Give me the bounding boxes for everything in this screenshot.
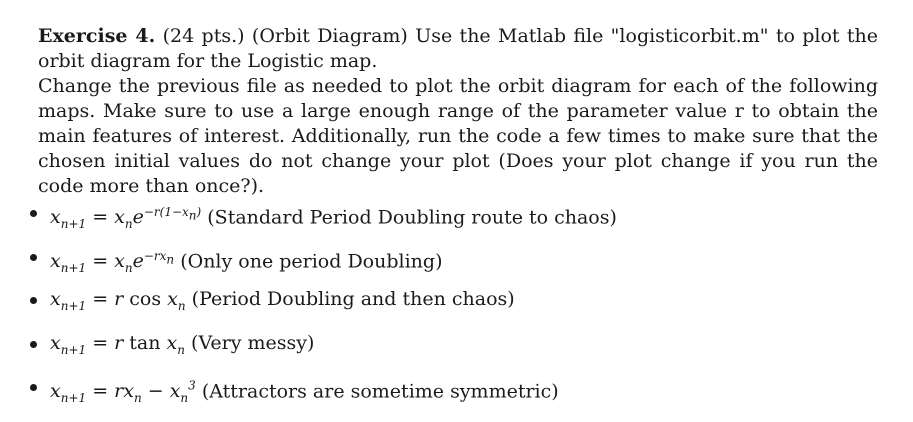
map-formula: $x_{n+1} = r$ $\cos x_n$ (50, 288, 186, 313)
map-description: (Attractors are sometime symmetric) (201, 380, 559, 403)
exercise-intro-paragraph (38, 24, 878, 74)
map-formula: $x_{n+1} = rx_n - x_n^3$ (50, 379, 196, 406)
map-description: (Standard Period Doubling route to chaos) (207, 206, 617, 229)
exercise-intro-text: Use the Matlab file "logisticorbit.m" to plot the orbit diagram for the Logistic map. (38, 25, 879, 72)
bullet-icon (30, 297, 37, 304)
map-formula: $x_{n+1} = x_ne^{-r(1-x_n)}$ (50, 205, 202, 232)
list-item (30, 198, 617, 232)
exercise-title: (Orbit Diagram) (251, 25, 408, 47)
exercise-label: Exercise 4. (38, 25, 156, 47)
bullet-icon (30, 341, 37, 348)
list-item (30, 285, 617, 313)
exercise-points: (24 pts.) (162, 25, 245, 47)
exercise-instructions: Change the previous file as needed to plot the orbit diagram for each of the following maps. Make sure to use a large enough range of the parameter value r to obtain the main features of interest. Additionally, run the code a few times to make sure that the chosen initial values do not change your plot (Does your plot change if you run the code more than once?). (38, 75, 878, 197)
map-formula: $x_{n+1} = r$ $\tan x_n$ (50, 331, 185, 357)
map-description: (Period Doubling and then chaos) (191, 288, 515, 310)
bullet-icon (30, 384, 37, 391)
map-description: (Very messy) (191, 331, 315, 354)
list-item (30, 372, 617, 406)
map-description: (Only one period Doubling) (180, 249, 443, 272)
list-item (30, 329, 617, 357)
list-item (30, 242, 617, 275)
bullet-icon (30, 254, 37, 261)
map-list (30, 198, 617, 416)
bullet-icon (30, 210, 37, 217)
map-formula: $x_{n+1} = x_ne^{-rx_n}$ (50, 248, 175, 275)
exercise-block (38, 24, 878, 199)
